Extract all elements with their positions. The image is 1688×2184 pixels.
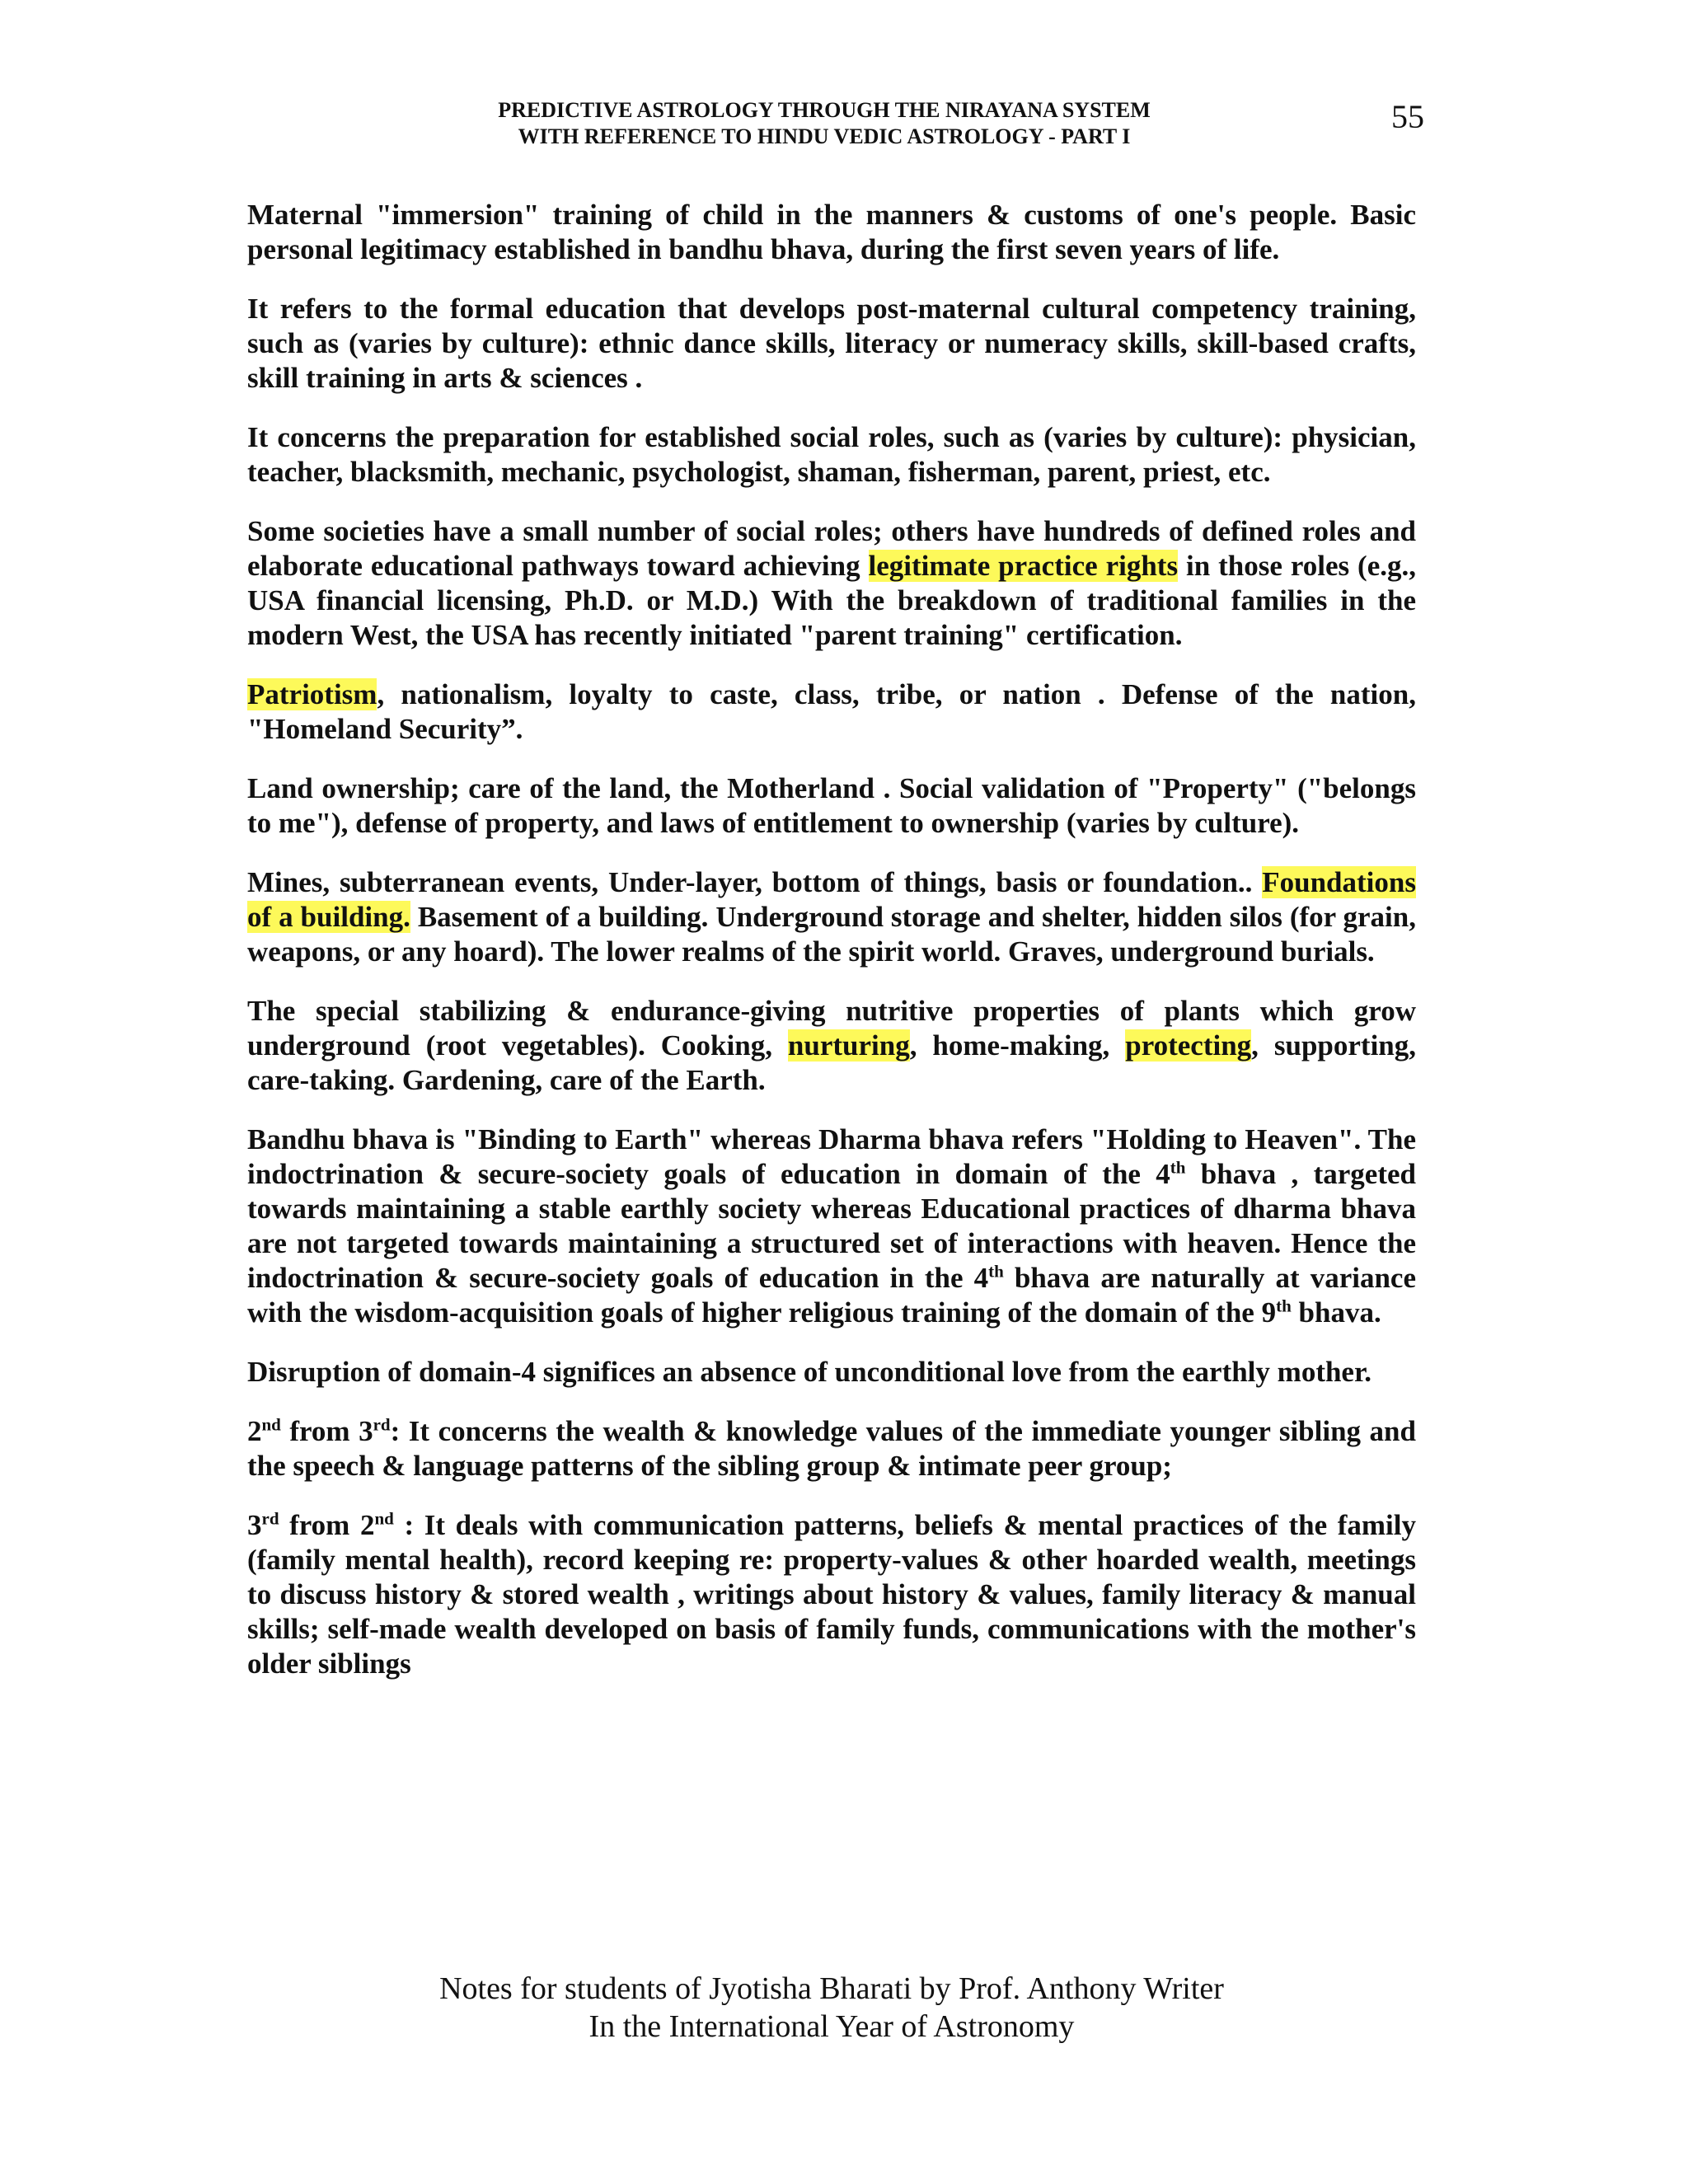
page-number: 55 <box>1391 98 1424 135</box>
superscript: th <box>988 1261 1004 1282</box>
paragraph-3rd-from-2nd <box>247 1508 1416 1681</box>
paragraph-mines <box>247 865 1416 969</box>
text-segment: Mines, subterranean events, Under-layer, bottom of things, basis or foundation.. <box>247 866 1263 898</box>
superscript: th <box>1170 1157 1186 1178</box>
paragraph-societies <box>247 514 1416 653</box>
highlighted-text: protecting <box>1125 1029 1252 1062</box>
paragraph-bandhu-bhava <box>247 1122 1416 1330</box>
superscript: rd <box>373 1414 391 1435</box>
text-segment: Basement of a building. Underground storage and shelter, hidden silos (for grain, weapons, or any hoard). The lower realms of the spirit world. Graves, underground burials. <box>247 901 1416 968</box>
header-title-line1: PREDICTIVE ASTROLOGY THROUGH THE NIRAYANA SYSTEM <box>498 98 1151 122</box>
superscript: th <box>1276 1296 1292 1316</box>
paragraph-2nd-from-3rd <box>247 1414 1416 1483</box>
text-segment: : It deals with communication patterns, beliefs & mental practices of the family (family mental health), record keeping re: property-values & other hoarded wealth, meetings to discuss history & stored wealth , writings about history & values, family literacy & manual skills; self-made wealth developed on basis of family funds, communications with the mother's older siblings <box>247 1509 1416 1680</box>
text-segment: , nationalism, loyalty to caste, class, tribe, or nation . Defense of the nation, "Homeland Security”. <box>247 678 1416 745</box>
text-segment: , home-making, <box>909 1029 1126 1062</box>
paragraph-plants <box>247 994 1416 1098</box>
text-segment: bhava are naturally at variance with the wisdom-acquisition goals of higher religious training of the domain of the 9 <box>247 1262 1417 1329</box>
highlighted-text: Foundations of a building. <box>247 866 1416 933</box>
text-segment: : It concerns the wealth & knowledge values of the immediate younger sibling and the speech & language patterns of the sibling group & intimate peer group; <box>247 1415 1416 1482</box>
text-segment: bhava. <box>1291 1296 1381 1329</box>
highlighted-text: legitimate practice rights <box>868 550 1179 582</box>
paragraph-disruption: Disruption of domain-4 significes an absence of unconditional love from the earthly mother. <box>247 1356 1372 1388</box>
footer-line1: Notes for students of Jyotisha Bharati by Prof. Anthony Writer <box>439 1971 1224 2006</box>
text-segment: 2 <box>247 1415 262 1447</box>
paragraph-maternal-immersion: Maternal "immersion" training of child in the manners & customs of one's people. Basic personal legitimacy established in bandhu bhava, during the first seven years of life. <box>247 199 1416 265</box>
text-segment: The special stabilizing & endurance-giving nutritive properties of plants which grow underground (root vegetables). Cooking, <box>247 995 1416 1062</box>
text-segment: , supporting, care-taking. Gardening, care of the Earth. <box>247 1029 1417 1096</box>
header-title-line2: WITH REFERENCE TO HINDU VEDIC ASTROLOGY - PART I <box>518 124 1131 148</box>
highlighted-text: nurturing <box>787 1029 910 1062</box>
superscript: nd <box>374 1508 394 1529</box>
text-segment: from 3 <box>280 1415 373 1447</box>
superscript: rd <box>261 1508 279 1529</box>
text-segment: in those roles (e.g., USA financial licensing, Ph.D. or M.D.) With the breakdown of traditional families in the modern West, the USA has recently initiated "parent training" certification. <box>247 550 1416 651</box>
text-segment: Bandhu bhava is "Binding to Earth" whereas Dharma bhava refers "Holding to Heaven". The indoctrination & secure-society goals of education in domain of the 4 <box>247 1123 1416 1190</box>
text-segment: bhava , targeted towards maintaining a stable earthly society whereas Educational practices of dharma bhava are not targeted towards maintaining a structured set of interactions with heaven. Hence the indoctrination & secure-society goals of education in the 4 <box>247 1158 1416 1294</box>
paragraph-formal-education: It refers to the formal education that develops post-maternal cultural competency training, such as (varies by culture): ethnic dance skills, literacy or numeracy skills, skill-based crafts, skill training in arts & sciences . <box>247 293 1416 394</box>
text-segment: Some societies have a small number of social roles; others have hundreds of defined roles and elaborate educational pathways toward achieving <box>247 515 1416 582</box>
superscript: nd <box>261 1414 281 1435</box>
paragraph-social-roles: It concerns the preparation for established social roles, such as (varies by culture): physician, teacher, blacksmith, mechanic, psychologist, shaman, fisherman, parent, priest, etc. <box>247 421 1416 488</box>
footer-line2: In the International Year of Astronomy <box>588 2009 1075 2044</box>
text-segment: from 2 <box>279 1509 375 1541</box>
highlighted-text: Patriotism <box>247 678 377 710</box>
paragraph-patriotism <box>247 677 1416 747</box>
paragraph-land-ownership: Land ownership; care of the land, the Motherland . Social validation of "Property" ("belongs to me"), defense of property, and laws of entitlement to ownership (varies by culture). <box>247 772 1416 839</box>
text-segment: 3 <box>247 1509 262 1541</box>
page-footer <box>247 1970 1416 2046</box>
running-header <box>412 97 1236 150</box>
body-text <box>247 198 1416 1706</box>
